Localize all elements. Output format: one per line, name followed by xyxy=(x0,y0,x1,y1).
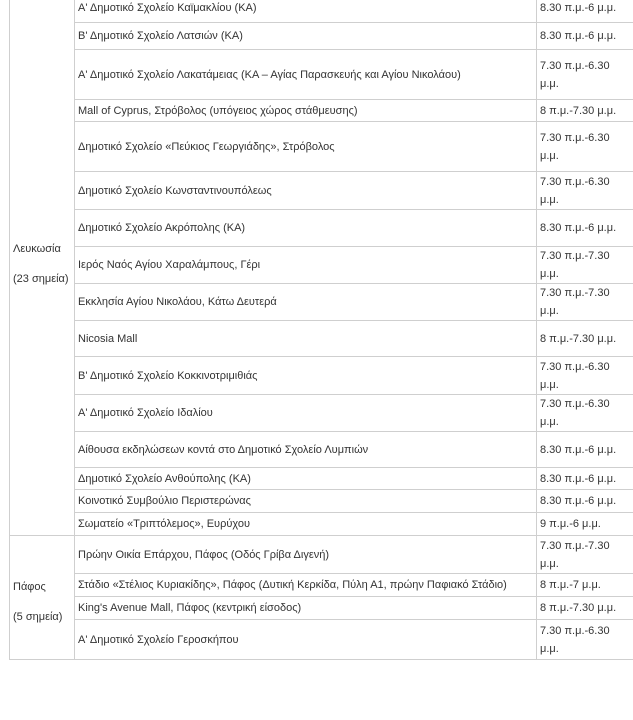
table-row xyxy=(10,536,633,574)
hours-cell: 8.30 π.μ.-6 μ.μ. xyxy=(537,468,633,490)
table-row xyxy=(10,0,633,23)
hours-cell: 8 π.μ.-7 μ.μ. xyxy=(537,574,633,597)
location-cell: Nicosia Mall xyxy=(75,321,537,357)
location-cell: Α' Δημοτικό Σχολείο Γεροσκήπου xyxy=(75,620,537,660)
table-row xyxy=(10,100,633,122)
region-cell xyxy=(10,536,75,660)
location-cell: Σωματείο «Τριπτόλεμος», Ευρύχου xyxy=(75,513,537,536)
region-cell xyxy=(10,0,75,536)
hours-cell: 8.30 π.μ.-6 μ.μ. xyxy=(537,432,633,468)
table-row xyxy=(10,468,633,490)
region-spacer xyxy=(13,596,71,608)
table-row xyxy=(10,210,633,247)
region-name: Πάφος xyxy=(13,580,46,593)
table-row xyxy=(10,395,633,432)
hours-cell: 7.30 π.μ.-6.30 μ.μ. xyxy=(537,122,633,172)
table-body xyxy=(10,0,633,660)
location-cell: Αίθουσα εκδηλώσεων κοντά στο Δημοτικό Σχολείο Λυμπιών xyxy=(75,432,537,468)
table-row xyxy=(10,432,633,468)
location-cell: Δημοτικό Σχολείο Ακρόπολης (ΚΑ) xyxy=(75,210,537,247)
table-row xyxy=(10,23,633,50)
table-row xyxy=(10,513,633,536)
vaccination-points-table xyxy=(9,0,633,660)
table-row xyxy=(10,50,633,100)
hours-cell: 7.30 π.μ.-6.30 μ.μ. xyxy=(537,50,633,100)
hours-cell: 7.30 π.μ.-6.30 μ.μ. xyxy=(537,357,633,395)
location-cell: Κοινοτικό Συμβούλιο Περιστερώνας xyxy=(75,490,537,513)
table-row xyxy=(10,597,633,620)
table-row xyxy=(10,284,633,321)
hours-cell: 8.30 π.μ.-6 μ.μ. xyxy=(537,23,633,50)
location-cell: Δημοτικό Σχολείο Κωνσταντινουπόλεως xyxy=(75,172,537,210)
location-cell: Στάδιο «Στέλιος Κυριακίδης», Πάφος (Δυτική Κερκίδα, Πύλη Α1, πρώην Παφιακό Στάδιο) xyxy=(75,574,537,597)
hours-cell: 8 π.μ.-7.30 μ.μ. xyxy=(537,321,633,357)
hours-cell: 8 π.μ.-7.30 μ.μ. xyxy=(537,597,633,620)
table-row xyxy=(10,620,633,660)
location-cell: Εκκλησία Αγίου Νικολάου, Κάτω Δευτερά xyxy=(75,284,537,321)
hours-cell: 7.30 π.μ.-6.30 μ.μ. xyxy=(537,395,633,432)
table-row xyxy=(10,490,633,513)
region-spacer xyxy=(13,258,71,270)
location-cell: Δημοτικό Σχολείο Ανθούπολης (ΚΑ) xyxy=(75,468,537,490)
region-point-count: (5 σημεία) xyxy=(13,610,63,623)
location-cell: Α' Δημοτικό Σχολείο Ιδαλίου xyxy=(75,395,537,432)
hours-cell: 7.30 π.μ.-7.30 μ.μ. xyxy=(537,536,633,574)
table-row xyxy=(10,357,633,395)
location-cell: Α' Δημοτικό Σχολείο Καϊμακλίου (ΚΑ) xyxy=(75,0,537,23)
location-cell: Β' Δημοτικό Σχολείο Λατσιών (ΚΑ) xyxy=(75,23,537,50)
location-cell: Ιερός Ναός Αγίου Χαραλάμπους, Γέρι xyxy=(75,247,537,284)
location-cell: Δημοτικό Σχολείο «Πεύκιος Γεωργιάδης», Στρόβολος xyxy=(75,122,537,172)
table-row xyxy=(10,122,633,172)
table-row xyxy=(10,574,633,597)
hours-cell: 7.30 π.μ.-6.30 μ.μ. xyxy=(537,620,633,660)
region-name: Λευκωσία xyxy=(13,243,61,255)
hours-cell: 8 π.μ.-7.30 μ.μ. xyxy=(537,100,633,122)
hours-cell: 9 π.μ.-6 μ.μ. xyxy=(537,513,633,536)
location-cell: Mall of Cyprus, Στρόβολος (υπόγειος χώρος στάθμευσης) xyxy=(75,100,537,122)
location-cell: Πρώην Οικία Επάρχου, Πάφος (Οδός Γρίβα Διγενή) xyxy=(75,536,537,574)
hours-cell: 7.30 π.μ.-7.30 μ.μ. xyxy=(537,284,633,321)
hours-cell: 8.30 π.μ.-6 μ.μ. xyxy=(537,490,633,513)
hours-cell: 8.30 π.μ.-6 μ.μ. xyxy=(537,0,633,23)
region-point-count: (23 σημεία) xyxy=(13,273,69,285)
location-cell: King's Avenue Mall, Πάφος (κεντρική είσοδος) xyxy=(75,597,537,620)
hours-cell: 7.30 π.μ.-7.30 μ.μ. xyxy=(537,247,633,284)
location-cell: Α' Δημοτικό Σχολείο Λακατάμειας (ΚΑ – Αγίας Παρασκευής και Αγίου Νικολάου) xyxy=(75,50,537,100)
hours-cell: 7.30 π.μ.-6.30 μ.μ. xyxy=(537,172,633,210)
table-row xyxy=(10,247,633,284)
table-row xyxy=(10,172,633,210)
table-row xyxy=(10,321,633,357)
location-cell: Β' Δημοτικό Σχολείο Κοκκινοτριμιθιάς xyxy=(75,357,537,395)
hours-cell: 8.30 π.μ.-6 μ.μ. xyxy=(537,210,633,247)
